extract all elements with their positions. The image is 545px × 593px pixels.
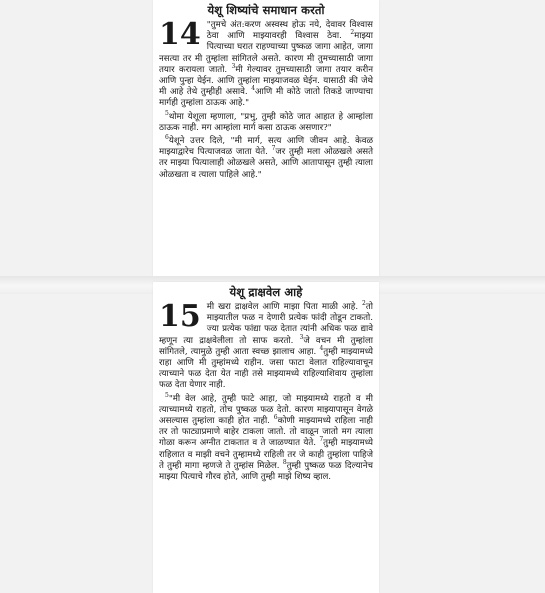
verse-number: 3 (231, 62, 236, 70)
verse-number: 6 (165, 134, 169, 142)
verse-number: 7 (319, 436, 324, 444)
verse-number: 7 (271, 145, 276, 153)
verse-4: तुम्ही माझ्यामध्ये राहा आणि मी तुम्हांमध्ये राहीन. जसा फाटा वेलात राहिल्यावाचून त्याच्याने फळ देता येत नाही तसे माझ्यामध्ये राहिल्याशिवाय तुम्हांला फळ देता येणार नाही. (159, 346, 373, 391)
verse-1: मी खरा द्राक्षवेल आणि माझा पिता माळी आहे. (206, 302, 359, 312)
page-bottom (153, 282, 379, 593)
verse-number: 3 (299, 333, 304, 341)
chapter-15-heading: येशू द्राक्षवेल आहे (229, 285, 303, 299)
verse-5: "मी वेल आहे, तुम्ही फाटे आहा, जो माझ्यामध्ये राहतो व मी त्याच्यामध्ये राहतो, तोच पुष्कळ फळ देतो. कारण माझ्यापासून वेगळे असल्यास तुम्हांला काही होत नाही. (159, 393, 373, 427)
verse-6: येशूने उत्तर दिले, "मी मार्ग, सत्य आणि जीवन आहे. केवळ माझ्याद्वारेच पित्याजवळ जाता येते. (159, 136, 373, 158)
paragraph-4 (159, 299, 374, 392)
verse-1: "तुमचे अंत:करण अस्वस्थ होऊ नये, देवावर विश्वास ठेवा आणि माझ्यावरही विश्वास ठेवा. (206, 20, 373, 42)
verse-7: तुम्ही माझ्यामध्ये राहिलात व माझी वचने तुम्हामध्ये राहिली तर जे काही तुम्हांला पाहिजे ते तुम्ही मागा म्हणजे ते तुम्हांस मिळेल. (159, 438, 374, 471)
verse-8: तुम्ही पुष्कळ फळ दिल्यानेच माझ्या पित्याचे गौरव होते, आणि तुम्ही माझे शिष्य व्हाल. (159, 460, 373, 483)
verse-number: 4 (319, 344, 324, 352)
chapter-15-number: 15 (159, 299, 201, 334)
verse-3: जे वचन मी तुम्हांला सांगितले, त्यामुळे तुम्ही आता स्वच्छ झालाच आहा. (159, 335, 374, 357)
verse-2: तो माझ्यातील फळ न देणारी प्रत्येक फांदी तोडून टाकतो. ज्या प्रत्येक फांद्या फळ देतात त्यांनी अधिक फळ द्यावे म्हणून त्या द्राक्षवेलीला तो साफ करतो. (159, 302, 373, 346)
verse-7: जर तुम्ही मला ओळखले असते तर माझ्या पित्यालाही ओळखले असते, आणि आतापासून तुम्ही त्याला ओळखता व त्याला पाहिले आहे." (159, 147, 373, 180)
verse-3: मी गेल्यावर तुमच्यासाठी जागा तयार करीन आणि पुन्हा येईन. आणि तुम्हांला माझ्याजवळ घेईन. यासाठी की जेथे मी आहे तेथे तुम्हीही असावे. (159, 64, 373, 98)
paragraph-3 (159, 136, 373, 181)
verse-6: कोणी माझ्यामध्ये राहिला नाही तर तो फाट्याप्रमाणे बाहेर टाकला जातो. तो वाळून जातो मग त्याला गोळा करून अग्नीत टाकतात व ते जाळण्यात येते. (159, 416, 373, 449)
verse-number: 5 (165, 391, 169, 399)
verse-number: 4 (251, 85, 256, 93)
verse-number: 8 (282, 458, 287, 466)
verse-number: 2 (350, 29, 355, 37)
chapter-14-heading: येशू शिष्यांचे समाधान करतो (207, 3, 325, 17)
chapter-14-number: 14 (159, 17, 201, 52)
verse-number: 2 (362, 300, 366, 308)
page-top (153, 0, 379, 282)
verse-2: माझ्या पित्याच्या घरात राहण्याच्या पुष्कळ जागा आहेत, जागा नसत्या तर मी तुम्हांला सांगितले असते. कारण मी तुमच्यासाठी जागा तयार करायला जातो. (159, 31, 374, 75)
paragraph-2 (159, 109, 373, 134)
paragraph-1 (159, 17, 374, 110)
verse-number: 5 (165, 109, 169, 117)
verse-5: थोमा येशूला म्हणाला, "प्रभु, तुम्ही कोठे जात आहात हे आम्हांला ठाऊक नाही. मग आम्हांला मार्ग कसा ठाऊक असणार?" (159, 111, 373, 133)
verse-number: 6 (273, 414, 278, 422)
paragraph-5 (159, 391, 374, 484)
verse-4: आणि मी कोठे जातो तिकडे जाण्याचा मार्गही तुम्हांला ठाऊक आहे." (159, 87, 373, 109)
